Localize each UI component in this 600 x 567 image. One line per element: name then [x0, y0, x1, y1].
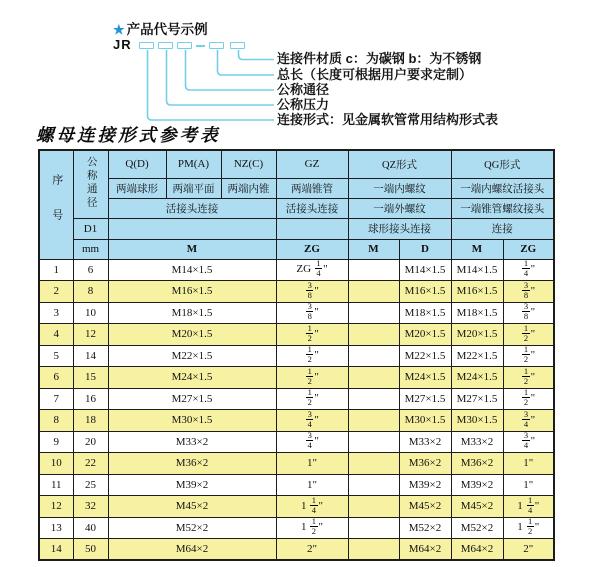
cell-dn: 20: [73, 431, 108, 453]
cell-no: 4: [39, 324, 73, 346]
cell-qg_zg: 1 $\frac{1}{4}$ ": [503, 496, 554, 518]
cell-qz_d: M14×1.5: [399, 259, 451, 281]
header-tongjing: 公称通径: [73, 150, 108, 218]
header-cell-gz: GZ: [276, 150, 348, 178]
header-cell: 活接头连接: [108, 198, 276, 218]
cell-dn: 18: [73, 410, 108, 432]
cell-qz_d: M18×1.5: [399, 302, 451, 324]
cell-qg_zg: $\frac{1}{2}$ ": [503, 345, 554, 367]
cell-m: M24×1.5: [108, 367, 276, 389]
diagram-label-material: 连接件材质 c：为碳钢 b：为不锈钢: [277, 51, 482, 66]
cell-gz: 2": [276, 539, 348, 561]
header-cell: 一端内螺纹活接头: [451, 178, 554, 198]
cell-qz_m: [348, 474, 399, 496]
cell-dn: 40: [73, 517, 108, 539]
cell-dn: 32: [73, 496, 108, 518]
header-cell-nzc: NZ(C): [221, 150, 276, 178]
header-cell: 两端球形: [108, 178, 166, 198]
cell-m: M22×1.5: [108, 345, 276, 367]
cell-m: M36×2: [108, 453, 276, 475]
table-row: [39, 496, 554, 518]
cell-qg_m: M14×1.5: [451, 259, 503, 281]
empty-cell: [108, 218, 276, 239]
cell-qg_zg: $\frac{1}{2}$ ": [503, 324, 554, 346]
header-xuhao: 序号: [39, 150, 73, 259]
cell-gz: 1 $\frac{1}{2}$ ": [276, 517, 348, 539]
cell-qz_d: M52×2: [399, 517, 451, 539]
table-row: [39, 259, 554, 281]
cell-qg_m: M30×1.5: [451, 410, 503, 432]
header-cell: 球形接头连接: [348, 218, 451, 239]
cell-qz_d: M27×1.5: [399, 388, 451, 410]
cell-no: 1: [39, 259, 73, 281]
code-box: [209, 42, 224, 49]
cell-gz: $\frac{1}{2}$ ": [276, 388, 348, 410]
cell-qg_zg: 2": [503, 539, 554, 561]
table-row: [39, 281, 554, 303]
header-cell-qz: QZ形式: [348, 150, 451, 178]
cell-gz: $\frac{1}{2}$ ": [276, 324, 348, 346]
cell-qg_m: M45×2: [451, 496, 503, 518]
table-row: [39, 367, 554, 389]
cell-qz_m: [348, 302, 399, 324]
cell-qz_m: [348, 453, 399, 475]
table-row: [39, 410, 554, 432]
cell-no: 7: [39, 388, 73, 410]
cell-m: M33×2: [108, 431, 276, 453]
table-row: [39, 345, 554, 367]
table-row: [39, 431, 554, 453]
header-cell: 连接: [451, 218, 554, 239]
diagram-title-text: 产品代号示例: [126, 22, 208, 37]
diagram-label-connection: 连接形式：见金属软管常用结构形式表: [277, 112, 499, 127]
cell-dn: 8: [73, 281, 108, 303]
cell-qg_zg: 1": [503, 453, 554, 475]
cell-gz: $\frac{1}{2}$ ": [276, 345, 348, 367]
cell-m: M27×1.5: [108, 388, 276, 410]
table-row: [39, 302, 554, 324]
cell-qz_m: [348, 345, 399, 367]
reference-table: [38, 149, 555, 561]
cell-no: 5: [39, 345, 73, 367]
cell-qg_zg: $\frac{1}{2}$ ": [503, 388, 554, 410]
cell-m: M20×1.5: [108, 324, 276, 346]
header-cell-qg: QG形式: [451, 150, 554, 178]
cell-gz: 1 $\frac{1}{4}$ ": [276, 496, 348, 518]
header-cell: 两端内锥: [221, 178, 276, 198]
cell-qg_zg: 1": [503, 474, 554, 496]
cell-m: M18×1.5: [108, 302, 276, 324]
header-cell: 一端锥管螺纹接头: [451, 198, 554, 218]
cell-qg_m: M24×1.5: [451, 367, 503, 389]
cell-dn: 25: [73, 474, 108, 496]
cell-no: 13: [39, 517, 73, 539]
cell-qz_m: [348, 539, 399, 561]
cell-qg_zg: $\frac{1}{2}$ ": [503, 367, 554, 389]
cell-m: M45×2: [108, 496, 276, 518]
cell-gz: $\frac{3}{4}$ ": [276, 431, 348, 453]
cell-qz_m: [348, 281, 399, 303]
cell-qz_d: M45×2: [399, 496, 451, 518]
cell-qz_d: M24×1.5: [399, 367, 451, 389]
cell-qz_d: M20×1.5: [399, 324, 451, 346]
cell-gz: ZG $\frac{1}{4}$ ": [276, 259, 348, 281]
star-icon: ★: [113, 22, 125, 37]
cell-no: 12: [39, 496, 73, 518]
cell-m: M64×2: [108, 539, 276, 561]
cell-qz_d: M33×2: [399, 431, 451, 453]
cell-qz_d: M39×2: [399, 474, 451, 496]
cell-dn: 14: [73, 345, 108, 367]
cell-qz_m: [348, 388, 399, 410]
cell-qz_d: M16×1.5: [399, 281, 451, 303]
cell-no: 6: [39, 367, 73, 389]
cell-m: M52×2: [108, 517, 276, 539]
cell-dn: 6: [73, 259, 108, 281]
code-box: [177, 42, 192, 49]
table-title: 螺母连接形式参考表: [36, 125, 221, 145]
table-row: [39, 324, 554, 346]
cell-qz_m: [348, 496, 399, 518]
cell-qg_m: M20×1.5: [451, 324, 503, 346]
cell-qz_m: [348, 517, 399, 539]
cell-no: 2: [39, 281, 73, 303]
header-cell-qd: Q(D): [108, 150, 166, 178]
cell-dn: 12: [73, 324, 108, 346]
table-row: [39, 474, 554, 496]
header-unit-zg: ZG: [276, 239, 348, 259]
table-body: [39, 259, 554, 560]
cell-qg_zg: $\frac{1}{4}$ ": [503, 259, 554, 281]
cell-qz_d: M30×1.5: [399, 410, 451, 432]
cell-no: 11: [39, 474, 73, 496]
diagram-label-pressure: 公称压力: [277, 97, 330, 112]
diagram-title: [113, 18, 208, 38]
diagram-label-length: 总长（长度可根据用户要求定制）: [277, 67, 473, 82]
table-row: [39, 453, 554, 475]
header-unit-d: D: [399, 239, 451, 259]
header-unit-m: M: [108, 239, 276, 259]
header-cell: 一端外螺纹: [348, 198, 451, 218]
header-unit-zg: ZG: [503, 239, 554, 259]
table-row: [39, 388, 554, 410]
cell-qg_m: M27×1.5: [451, 388, 503, 410]
cell-qz_d: M64×2: [399, 539, 451, 561]
cell-qg_zg: $\frac{3}{8}$ ": [503, 281, 554, 303]
cell-qz_m: [348, 324, 399, 346]
header-cell: 两端锥管: [276, 178, 348, 198]
cell-dn: 10: [73, 302, 108, 324]
cell-m: M30×1.5: [108, 410, 276, 432]
cell-no: 14: [39, 539, 73, 561]
cell-dn: 15: [73, 367, 108, 389]
cell-qg_zg: 1 $\frac{1}{2}$ ": [503, 517, 554, 539]
cell-qg_zg: $\frac{3}{8}$ ": [503, 302, 554, 324]
cell-qg_m: M18×1.5: [451, 302, 503, 324]
cell-no: 9: [39, 431, 73, 453]
cell-qg_m: M64×2: [451, 539, 503, 561]
cell-gz: $\frac{1}{2}$ ": [276, 367, 348, 389]
cell-gz: $\frac{3}{8}$ ": [276, 302, 348, 324]
cell-gz: $\frac{3}{4}$ ": [276, 410, 348, 432]
cell-qz_m: [348, 367, 399, 389]
header-cell-mm: mm: [73, 239, 108, 259]
empty-cell: [276, 218, 348, 239]
diagram-label-diameter: 公称通径: [277, 82, 330, 97]
cell-gz: $\frac{3}{8}$ ": [276, 281, 348, 303]
code-box: [139, 42, 154, 49]
cell-no: 10: [39, 453, 73, 475]
cell-qz_m: [348, 259, 399, 281]
cell-qz_d: M22×1.5: [399, 345, 451, 367]
table-row: [39, 517, 554, 539]
cell-dn: 50: [73, 539, 108, 561]
cell-no: 3: [39, 302, 73, 324]
cell-gz: 1": [276, 453, 348, 475]
cell-qg_m: M33×2: [451, 431, 503, 453]
cell-qg_m: M36×2: [451, 453, 503, 475]
code-box: [230, 42, 245, 49]
code-prefix: JR: [113, 37, 132, 52]
header-cell: 一端内螺纹: [348, 178, 451, 198]
cell-qg_m: M16×1.5: [451, 281, 503, 303]
cell-gz: 1": [276, 474, 348, 496]
header-unit-m: M: [451, 239, 503, 259]
cell-dn: 16: [73, 388, 108, 410]
cell-m: M14×1.5: [108, 259, 276, 281]
code-box: [158, 42, 173, 49]
cell-qz_m: [348, 410, 399, 432]
cell-m: M16×1.5: [108, 281, 276, 303]
cell-dn: 22: [73, 453, 108, 475]
code-dash: [196, 45, 205, 47]
cell-m: M39×2: [108, 474, 276, 496]
header-unit-m: M: [348, 239, 399, 259]
header-cell: 两端平面: [166, 178, 221, 198]
header-cell: 活接头连接: [276, 198, 348, 218]
cell-no: 8: [39, 410, 73, 432]
header-cell-pma: PM(A): [166, 150, 221, 178]
cell-qg_zg: $\frac{3}{4}$ ": [503, 431, 554, 453]
header-cell-d1: D1: [73, 218, 108, 239]
cell-qg_zg: $\frac{3}{4}$ ": [503, 410, 554, 432]
cell-qg_m: M52×2: [451, 517, 503, 539]
cell-qz_m: [348, 431, 399, 453]
table-row: [39, 539, 554, 561]
cell-qg_m: M22×1.5: [451, 345, 503, 367]
cell-qz_d: M36×2: [399, 453, 451, 475]
cell-qg_m: M39×2: [451, 474, 503, 496]
